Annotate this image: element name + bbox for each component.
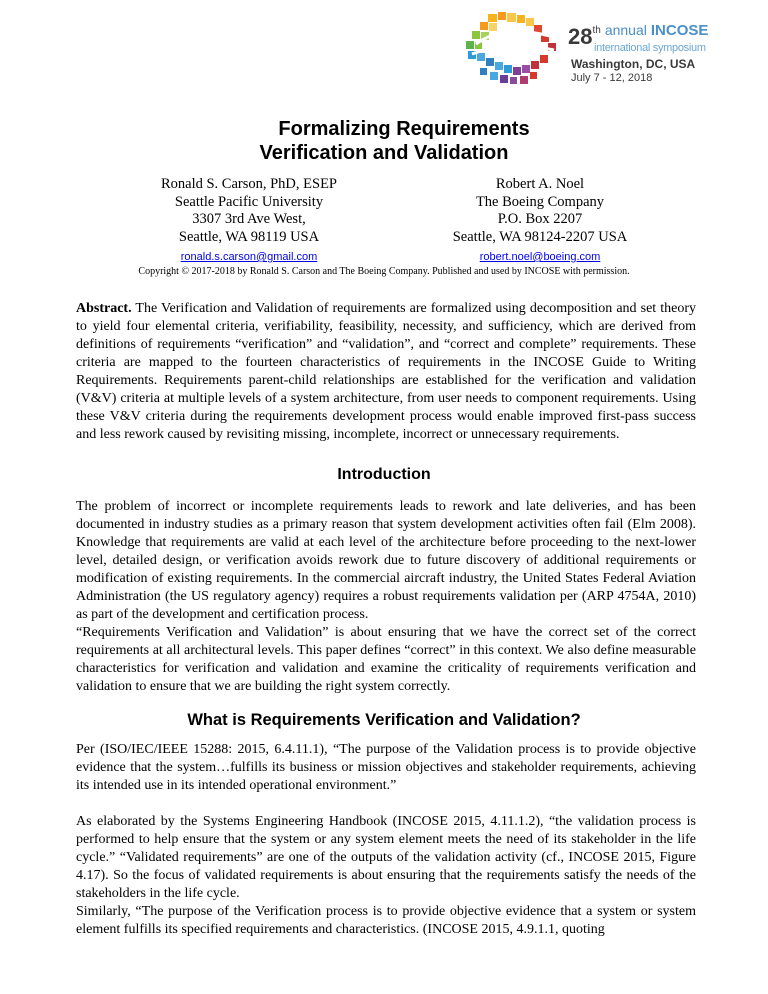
body-paragraph: As elaborated by the Systems Engineering Handbook (INCOSE 2015, 4.11.1.2), “the validation process is performed to help ensure that the system or any system element meets the need of its stakeholder in the life cycle.” “Validated requirements” are one of the outputs of the validation activity (cf., INCOSE 2015, Figure 4.17). So the focus of validated requirements is about ensuring that the requirements satisfy the needs of the stakeholders in the life cycle.	[76, 814, 696, 901]
logo-city: Washington, DC, USA	[571, 57, 696, 71]
section-heading-what-is-vv: What is Requirements Verification and Validation?	[187, 711, 581, 729]
author-address-line-2: Seattle, WA 98119 USA	[178, 228, 320, 245]
body-paragraph: “Requirements Verification and Validation” is about ensuring that we have the correct set of the correct requirements at all architectural levels. This paper defines “correct” in this context. We also define measurable characteristics for verification and validation and examine the criticality of requirements verification and validation to ensure that we are building the right system correctly.	[76, 625, 696, 694]
body-paragraph: The problem of incorrect or incomplete requirements leads to rework and late deliveries, and has been documented in industry studies as a primary reason that system development activities often fail (Elm 2008). Knowledge that requirements are valid at each level of the architecture before proceeding to the next-lower level, detailed design, or verification avoids rework due to future discovery of additional requirements or modification of existing requirements. In the commercial aircraft industry, the United States Federal Aviation Administration (the US regulatory agency) requires a robust requirements validation per (ARP 4754A, 2010) as part of the development and certification process.	[76, 499, 696, 622]
mosaic-globe-icon	[458, 10, 568, 88]
logo-annual: annual	[604, 22, 647, 38]
incose-symposium-logo	[458, 10, 758, 88]
copyright-notice: Copyright © 2017-2018 by Ronald S. Carson and The Boeing Company. Published and used by INCOSE with permission.	[138, 266, 630, 277]
author-email-link[interactable]: ronald.s.carson@gmail.com	[180, 251, 318, 263]
author-address-line-2: Seattle, WA 98124-2207 USA	[452, 228, 628, 245]
logo-number: 28	[568, 24, 593, 49]
abstract-label: Abstract.	[76, 301, 132, 316]
paper-title-line-2: Verification and Validation	[259, 142, 509, 164]
logo-subtitle: international symposium	[594, 42, 706, 54]
author-block-2	[410, 176, 670, 267]
body-paragraph: Similarly, “The purpose of the Verification process is to provide objective evidence that a system or system element fulfills its specified requirements and characteristics. (INCOSE 2015, 4.9.1.1, quoting	[76, 904, 696, 937]
author-email-link[interactable]: robert.noel@boeing.com	[479, 251, 601, 263]
author-block-1	[119, 176, 379, 267]
abstract-text: The Verification and Validation of requirements are formalized using decomposition and set theory to yield four elemental criteria, verifiability, feasibility, necessity, and sufficiency, which are derived from definitions of requirements “verification” and “validation”, and “correct and complete” requirements. These criteria are mapped to the fourteen characteristics of requirements in the INCOSE Guide to Writing Requirements. Requirements parent-child relationships are established for the verification and validation (V&V) criteria at multiple levels of a system architecture, from user needs to component requirements. Using these V&V criteria during the requirements development process would enable improved first-pass success and less rework caused by revisiting missing, incomplete, incorrect or unnecessary requirements.	[76, 301, 696, 442]
body-paragraph: Per (ISO/IEC/IEEE 15288: 2015, 6.4.11.1), “The purpose of the Validation process is to provide objective evidence that the system…fulfills its business or mission objectives and stakeholder requirements, achieving its intended use in its intended operational environment.”	[76, 742, 696, 793]
logo-org: INCOSE	[650, 22, 709, 39]
logo-dates: July 7 - 12, 2018	[571, 72, 653, 84]
paper-title-line-1: Formalizing Requirements	[278, 118, 530, 140]
author-affiliation: The Boeing Company	[475, 193, 605, 210]
author-address-line-1: 3307 3rd Ave West,	[192, 211, 306, 227]
author-name: Robert A. Noel	[495, 176, 585, 192]
author-name: Ronald S. Carson, PhD, ESEP	[160, 176, 338, 192]
abstract-paragraph	[76, 300, 696, 444]
logo-ordinal-suffix: th	[592, 25, 601, 36]
author-affiliation: Seattle Pacific University	[174, 193, 324, 210]
section-heading-introduction: Introduction	[337, 466, 431, 483]
author-address-line-1: P.O. Box 2207	[497, 211, 583, 227]
